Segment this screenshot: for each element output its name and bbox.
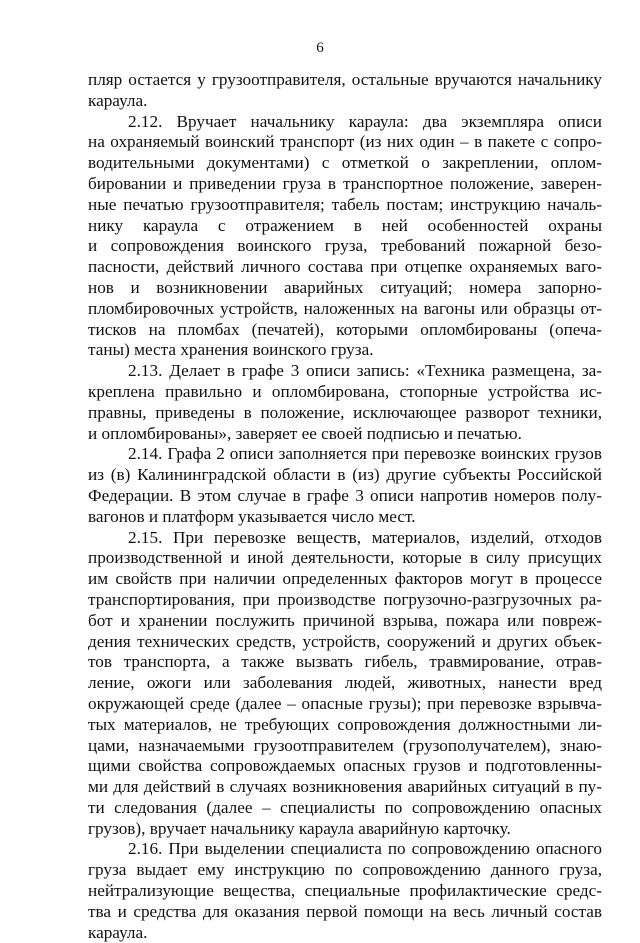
text-line: ление, ожоги или заболевания людей, животных, нанести вред [88,673,602,693]
text-line: производственной и иной деятельности, которые в силу присущих [88,548,602,568]
text-line: дения технических средств, устройств, сооружений и других объек- [88,631,602,651]
text-line: грузов), вручает начальнику караула аварийную карточку. [88,818,511,838]
text-line: нику караула с отражением в ней особенностей охраны [88,215,602,235]
text-line: вагонов и платформ указывается число мест. [88,506,416,526]
text-line: пломбировочных устройств, наложенных на вагоны или образцы от- [88,298,602,318]
text-line: и опломбированы», заверяет ее своей подписью и печатью. [88,423,522,443]
text-line: ми для действий в случаях возникновения аварийных ситуаций в пу- [88,777,602,797]
text-line: щими свойства сопровождаемых опасных грузов и подготовленны- [88,756,602,776]
text-line: окружающей среде (далее – опасные грузы); при перевозке взрывча- [88,693,602,713]
paragraph-2-15-line: 2.15. При перевозке веществ, материалов, изделий, отходов [128,527,602,547]
text-line: транспортирования, при производстве погрузочно-разгрузочных ра- [88,589,602,609]
page-number: 6 [316,40,324,56]
text-line: Федерации. В этом случае в графе 3 описи напротив номеров полу- [88,485,602,505]
text-line: нейтрализующие вещества, специальные профилактические средс- [88,881,602,901]
text-line: бировании и приведении груза в транспортное положение, заверен- [88,173,602,193]
text-line: таны) места хранения воинского груза. [88,340,374,360]
text-line: креплена правильно и опломбирована, стопорные устройства ис- [88,381,602,401]
paragraph-2-12-line: 2.12. Вручает начальнику караула: два экземпляра описи [128,111,602,131]
paragraph-2-14-line: 2.14. Графа 2 описи заполняется при перевозке воинских грузов [128,444,602,464]
text-line: на охраняемый воинский транспорт (из них один – в пакете с сопро- [88,132,602,152]
text-line: им свойств при наличии определенных факторов могут в процессе [88,569,602,589]
text-line: и сопровождения воинского груза, требований пожарной безо- [88,236,602,256]
text-line: ти следования (далее – специалисты по сопровождению опасных [88,797,602,817]
text-line: тва и средства для оказания первой помощи на весь личный состав [88,901,602,921]
text-line: пасности, действий личного состава при отцепке охраняемых ваго- [88,257,602,277]
text-line: караула. [88,90,148,110]
paragraph-2-16-line: 2.16. При выделении специалиста по сопровождению опасного [128,839,602,859]
text-line: водительными документами) с отметкой о закреплении, оплом- [88,153,602,173]
text-line: цами, назначаемыми грузоотправителем (грузополучателем), знаю- [88,735,602,755]
paragraph-2-13-line: 2.13. Делает в графе 3 описи запись: «Техника размещена, за- [128,361,602,381]
text-line: ные печатью грузоотправителя; табель постам; инструкцию началь- [88,194,602,214]
document-body [88,70,602,943]
text-line: караула. [88,922,148,942]
text-line: нов и возникновении аварийных ситуаций; номера запорно- [88,277,602,297]
text-line: правны, приведены в положение, исключающее разворот техники, [88,402,602,422]
text-line: груза выдает ему инструкцию по сопровождению данного груза, [88,860,602,880]
text-line: тых материалов, не требующих сопровождения должностными ли- [88,714,602,734]
text-line: из (в) Калининградской области в (из) другие субъекты Российской [88,465,602,485]
text-line: тисков на пломбах (печатей), которыми опломбированы (опеча- [88,319,602,339]
text-line: пляр остается у грузоотправителя, остальные вручаются начальнику [88,70,602,89]
text-line: бот и хранении послужить причиной взрыва, пожара или повреж- [88,610,602,630]
text-line: тов транспорта, а также вызвать гибель, травмирование, отрав- [88,652,602,672]
